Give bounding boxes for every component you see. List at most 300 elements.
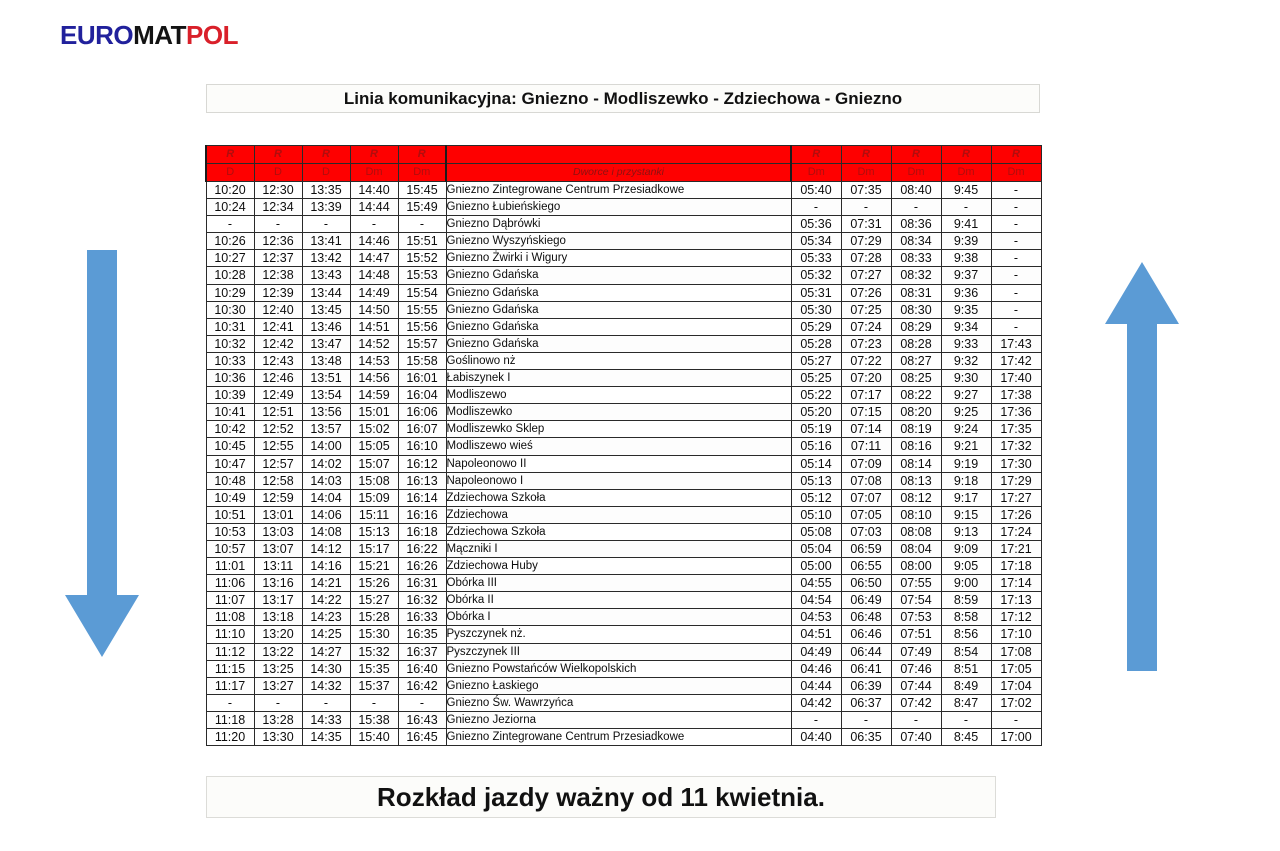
departure-time-cell: 11:20 — [206, 729, 254, 746]
departure-time-cell: 10:57 — [206, 540, 254, 557]
departure-time-cell: 16:40 — [398, 660, 446, 677]
departure-time-cell: 12:42 — [254, 335, 302, 352]
return-time-cell: 17:29 — [991, 472, 1041, 489]
return-time-cell: 17:13 — [991, 592, 1041, 609]
header-day-4: Dm — [350, 164, 398, 182]
return-time-cell: - — [991, 711, 1041, 728]
departure-time-cell: 16:22 — [398, 540, 446, 557]
stop-name-cell: Obórka II — [446, 592, 791, 609]
departure-time-cell: 11:06 — [206, 575, 254, 592]
departure-time-cell: 13:27 — [254, 677, 302, 694]
return-time-cell: 07:20 — [841, 370, 891, 387]
return-time-cell: 9:00 — [941, 575, 991, 592]
return-time-cell: 07:05 — [841, 506, 891, 523]
table-row — [206, 250, 1041, 267]
return-time-cell: 06:35 — [841, 729, 891, 746]
departure-time-cell: 13:03 — [254, 523, 302, 540]
return-time-cell: 8:58 — [941, 609, 991, 626]
departure-time-cell: 10:48 — [206, 472, 254, 489]
departure-time-cell: 14:04 — [302, 489, 350, 506]
departure-time-cell: 12:49 — [254, 387, 302, 404]
return-time-cell: 05:31 — [791, 284, 841, 301]
return-time-cell: 07:14 — [841, 421, 891, 438]
return-time-cell: 05:27 — [791, 352, 841, 369]
departure-time-cell: 16:06 — [398, 404, 446, 421]
table-row — [206, 694, 1041, 711]
table-row — [206, 421, 1041, 438]
stop-name-cell: Mączniki I — [446, 540, 791, 557]
departure-time-cell: 13:07 — [254, 540, 302, 557]
stop-name-cell: Gniezno Gdańska — [446, 335, 791, 352]
stop-name-cell: Zdziechowa Huby — [446, 558, 791, 575]
return-time-cell: 07:09 — [841, 455, 891, 472]
departure-time-cell: - — [254, 694, 302, 711]
return-time-cell: 06:41 — [841, 660, 891, 677]
table-row — [206, 558, 1041, 575]
departure-time-cell: 13:43 — [302, 267, 350, 284]
departure-time-cell: 10:31 — [206, 318, 254, 335]
return-time-cell: 06:37 — [841, 694, 891, 711]
header-r-2: R — [254, 146, 302, 164]
return-time-cell: 08:32 — [891, 267, 941, 284]
departure-time-cell: 10:47 — [206, 455, 254, 472]
table-row — [206, 352, 1041, 369]
departure-time-cell: 15:56 — [398, 318, 446, 335]
departure-time-cell: 10:24 — [206, 199, 254, 216]
timetable-body — [206, 182, 1041, 746]
departure-time-cell: 10:45 — [206, 438, 254, 455]
return-time-cell: 05:20 — [791, 404, 841, 421]
departure-time-cell: 15:11 — [350, 506, 398, 523]
header-day-1: D — [206, 164, 254, 182]
departure-time-cell: 15:37 — [350, 677, 398, 694]
return-time-cell: 04:51 — [791, 626, 841, 643]
return-time-cell: 07:28 — [841, 250, 891, 267]
departure-time-cell: 16:42 — [398, 677, 446, 694]
return-time-cell: - — [991, 233, 1041, 250]
departure-time-cell: 12:38 — [254, 267, 302, 284]
departure-time-cell: 12:30 — [254, 182, 302, 199]
stop-name-cell: Pyszczynek nż. — [446, 626, 791, 643]
return-time-cell: - — [941, 199, 991, 216]
return-time-cell: 17:27 — [991, 489, 1041, 506]
return-time-cell: 06:48 — [841, 609, 891, 626]
return-time-cell: - — [991, 318, 1041, 335]
departure-time-cell: 10:30 — [206, 301, 254, 318]
departure-time-cell: 12:51 — [254, 404, 302, 421]
header-day-8: Dm — [891, 164, 941, 182]
departure-time-cell: 13:54 — [302, 387, 350, 404]
stop-name-cell: Gniezno Św. Wawrzyńca — [446, 694, 791, 711]
return-time-cell: 08:10 — [891, 506, 941, 523]
return-time-cell: - — [791, 199, 841, 216]
stop-name-cell: Pyszczynek III — [446, 643, 791, 660]
return-time-cell: 9:09 — [941, 540, 991, 557]
departure-time-cell: 12:57 — [254, 455, 302, 472]
departure-time-cell: 15:01 — [350, 404, 398, 421]
departure-time-cell: 11:01 — [206, 558, 254, 575]
departure-time-cell: 10:51 — [206, 506, 254, 523]
table-row — [206, 660, 1041, 677]
table-row — [206, 182, 1041, 199]
return-time-cell: 08:19 — [891, 421, 941, 438]
departure-time-cell: 15:30 — [350, 626, 398, 643]
departure-time-cell: 14:00 — [302, 438, 350, 455]
departure-time-cell: 10:32 — [206, 335, 254, 352]
stop-name-cell: Gniezno Gdańska — [446, 301, 791, 318]
departure-time-cell: 12:37 — [254, 250, 302, 267]
return-time-cell: 08:20 — [891, 404, 941, 421]
return-time-cell: 07:42 — [891, 694, 941, 711]
departure-time-cell: 14:03 — [302, 472, 350, 489]
return-time-cell: 07:29 — [841, 233, 891, 250]
logo-part-euro: EURO — [60, 20, 134, 50]
stop-name-cell: Obórka III — [446, 575, 791, 592]
return-time-cell: 05:30 — [791, 301, 841, 318]
direction-arrow-up-icon — [1097, 256, 1187, 676]
departure-time-cell: - — [350, 216, 398, 233]
departure-time-cell: 14:50 — [350, 301, 398, 318]
table-row — [206, 318, 1041, 335]
header-r-3: R — [302, 146, 350, 164]
return-time-cell: 05:16 — [791, 438, 841, 455]
return-time-cell: 8:59 — [941, 592, 991, 609]
return-time-cell: - — [991, 267, 1041, 284]
return-time-cell: 04:55 — [791, 575, 841, 592]
departure-time-cell: 12:36 — [254, 233, 302, 250]
departure-time-cell: 13:35 — [302, 182, 350, 199]
header-r-8: R — [891, 146, 941, 164]
return-time-cell: 9:24 — [941, 421, 991, 438]
departure-time-cell: 14:35 — [302, 729, 350, 746]
return-time-cell: 08:40 — [891, 182, 941, 199]
departure-time-cell: 16:33 — [398, 609, 446, 626]
departure-time-cell: 16:32 — [398, 592, 446, 609]
table-row — [206, 233, 1041, 250]
return-time-cell: 07:51 — [891, 626, 941, 643]
departure-time-cell: 14:47 — [350, 250, 398, 267]
departure-time-cell: 10:53 — [206, 523, 254, 540]
return-time-cell: 17:43 — [991, 335, 1041, 352]
return-time-cell: 06:46 — [841, 626, 891, 643]
departure-time-cell: 13:11 — [254, 558, 302, 575]
departure-time-cell: 14:46 — [350, 233, 398, 250]
return-time-cell: 07:15 — [841, 404, 891, 421]
header-day-7: Dm — [841, 164, 891, 182]
return-time-cell: 9:39 — [941, 233, 991, 250]
stop-name-cell: Modliszewo wieś — [446, 438, 791, 455]
return-time-cell: 17:21 — [991, 540, 1041, 557]
stop-name-cell: Gniezno Powstańców Wielkopolskich — [446, 660, 791, 677]
return-time-cell: 07:49 — [891, 643, 941, 660]
departure-time-cell: 12:34 — [254, 199, 302, 216]
return-time-cell: 08:31 — [891, 284, 941, 301]
table-row — [206, 506, 1041, 523]
stop-name-cell: Gniezno Zintegrowane Centrum Przesiadkowe — [446, 182, 791, 199]
return-time-cell: 17:12 — [991, 609, 1041, 626]
table-row — [206, 199, 1041, 216]
return-time-cell: 07:46 — [891, 660, 941, 677]
table-row — [206, 523, 1041, 540]
return-time-cell: 08:33 — [891, 250, 941, 267]
return-time-cell: 17:32 — [991, 438, 1041, 455]
return-time-cell: 06:50 — [841, 575, 891, 592]
header-stops-blank — [446, 146, 791, 164]
departure-time-cell: 16:16 — [398, 506, 446, 523]
departure-time-cell: 13:16 — [254, 575, 302, 592]
return-time-cell: 9:33 — [941, 335, 991, 352]
departure-time-cell: 16:01 — [398, 370, 446, 387]
return-time-cell: 05:29 — [791, 318, 841, 335]
departure-time-cell: 14:23 — [302, 609, 350, 626]
table-row — [206, 335, 1041, 352]
departure-time-cell: 14:53 — [350, 352, 398, 369]
departure-time-cell: 14:33 — [302, 711, 350, 728]
return-time-cell: 17:40 — [991, 370, 1041, 387]
departure-time-cell: 13:46 — [302, 318, 350, 335]
table-row — [206, 387, 1041, 404]
return-time-cell: 9:25 — [941, 404, 991, 421]
return-time-cell: 17:05 — [991, 660, 1041, 677]
return-time-cell: 9:38 — [941, 250, 991, 267]
table-row — [206, 489, 1041, 506]
return-time-cell: 07:07 — [841, 489, 891, 506]
departure-time-cell: 14:27 — [302, 643, 350, 660]
header-row-day-code — [206, 164, 1041, 182]
departure-time-cell: - — [398, 694, 446, 711]
table-row — [206, 626, 1041, 643]
stop-name-cell: Gniezno Dąbrówki — [446, 216, 791, 233]
return-time-cell: - — [891, 711, 941, 728]
return-time-cell: - — [991, 182, 1041, 199]
departure-time-cell: 12:41 — [254, 318, 302, 335]
return-time-cell: 8:54 — [941, 643, 991, 660]
header-stops-label: Dworce i przystanki — [446, 164, 791, 182]
departure-time-cell: 15:13 — [350, 523, 398, 540]
return-time-cell: 08:12 — [891, 489, 941, 506]
departure-time-cell: 15:07 — [350, 455, 398, 472]
departure-time-cell: 14:40 — [350, 182, 398, 199]
return-time-cell: 06:55 — [841, 558, 891, 575]
departure-time-cell: - — [302, 694, 350, 711]
return-time-cell: 9:18 — [941, 472, 991, 489]
departure-time-cell: 14:49 — [350, 284, 398, 301]
return-time-cell: 05:33 — [791, 250, 841, 267]
return-time-cell: 05:28 — [791, 335, 841, 352]
departure-time-cell: 14:21 — [302, 575, 350, 592]
departure-time-cell: 15:49 — [398, 199, 446, 216]
return-time-cell: 07:35 — [841, 182, 891, 199]
return-time-cell: 05:22 — [791, 387, 841, 404]
return-time-cell: 05:13 — [791, 472, 841, 489]
timetable-container — [205, 145, 1040, 746]
logo-part-mat: MAT — [133, 20, 187, 50]
stop-name-cell: Napoleonowo I — [446, 472, 791, 489]
return-time-cell: 07:11 — [841, 438, 891, 455]
return-time-cell: 07:31 — [841, 216, 891, 233]
return-time-cell: 8:45 — [941, 729, 991, 746]
return-time-cell: 04:46 — [791, 660, 841, 677]
departure-time-cell: 13:30 — [254, 729, 302, 746]
return-time-cell: 17:42 — [991, 352, 1041, 369]
departure-time-cell: 16:45 — [398, 729, 446, 746]
table-row — [206, 267, 1041, 284]
return-time-cell: 17:04 — [991, 677, 1041, 694]
departure-time-cell: 15:28 — [350, 609, 398, 626]
stop-name-cell: Napoleonowo II — [446, 455, 791, 472]
departure-time-cell: 15:09 — [350, 489, 398, 506]
departure-time-cell: 12:58 — [254, 472, 302, 489]
timetable-header — [206, 146, 1041, 182]
departure-time-cell: 15:02 — [350, 421, 398, 438]
departure-time-cell: 10:42 — [206, 421, 254, 438]
departure-time-cell: 13:42 — [302, 250, 350, 267]
departure-time-cell: 15:17 — [350, 540, 398, 557]
return-time-cell: 04:44 — [791, 677, 841, 694]
departure-time-cell: 13:25 — [254, 660, 302, 677]
return-time-cell: 9:37 — [941, 267, 991, 284]
return-time-cell: 9:32 — [941, 352, 991, 369]
return-time-cell: 08:14 — [891, 455, 941, 472]
departure-time-cell: 15:27 — [350, 592, 398, 609]
stop-name-cell: Gniezno Gdańska — [446, 267, 791, 284]
return-time-cell: 08:16 — [891, 438, 941, 455]
table-row — [206, 216, 1041, 233]
departure-time-cell: 16:10 — [398, 438, 446, 455]
return-time-cell: 9:17 — [941, 489, 991, 506]
return-time-cell: 07:25 — [841, 301, 891, 318]
return-time-cell: 05:32 — [791, 267, 841, 284]
departure-time-cell: 13:18 — [254, 609, 302, 626]
departure-time-cell: 12:39 — [254, 284, 302, 301]
table-row — [206, 711, 1041, 728]
stop-name-cell: Obórka I — [446, 609, 791, 626]
return-time-cell: 05:12 — [791, 489, 841, 506]
departure-time-cell: 16:26 — [398, 558, 446, 575]
table-row — [206, 729, 1041, 746]
departure-time-cell: 15:55 — [398, 301, 446, 318]
return-time-cell: 05:10 — [791, 506, 841, 523]
return-time-cell: 05:14 — [791, 455, 841, 472]
departure-time-cell: 15:08 — [350, 472, 398, 489]
departure-time-cell: 14:51 — [350, 318, 398, 335]
stop-name-cell: Łabiszynek I — [446, 370, 791, 387]
return-time-cell: 9:45 — [941, 182, 991, 199]
return-time-cell: 07:03 — [841, 523, 891, 540]
departure-time-cell: 14:56 — [350, 370, 398, 387]
return-time-cell: - — [841, 199, 891, 216]
departure-time-cell: 15:35 — [350, 660, 398, 677]
departure-time-cell: 16:13 — [398, 472, 446, 489]
line-title-text: Linia komunikacyjna: Gniezno - Modliszewko - Zdziechowa - Gniezno — [343, 88, 903, 108]
header-day-3: D — [302, 164, 350, 182]
return-time-cell: 08:27 — [891, 352, 941, 369]
departure-time-cell: 16:35 — [398, 626, 446, 643]
return-time-cell: 07:17 — [841, 387, 891, 404]
departure-time-cell: 10:29 — [206, 284, 254, 301]
departure-time-cell: 14:59 — [350, 387, 398, 404]
table-row — [206, 370, 1041, 387]
departure-time-cell: 15:26 — [350, 575, 398, 592]
table-row — [206, 609, 1041, 626]
departure-time-cell: 15:57 — [398, 335, 446, 352]
departure-time-cell: 16:37 — [398, 643, 446, 660]
return-time-cell: - — [991, 199, 1041, 216]
return-time-cell: 08:29 — [891, 318, 941, 335]
return-time-cell: 07:55 — [891, 575, 941, 592]
header-day-5: Dm — [398, 164, 446, 182]
return-time-cell: - — [991, 216, 1041, 233]
return-time-cell: 06:39 — [841, 677, 891, 694]
departure-time-cell: 11:12 — [206, 643, 254, 660]
return-time-cell: 9:05 — [941, 558, 991, 575]
return-time-cell: 17:24 — [991, 523, 1041, 540]
return-time-cell: 05:00 — [791, 558, 841, 575]
departure-time-cell: 14:44 — [350, 199, 398, 216]
departure-time-cell: 10:20 — [206, 182, 254, 199]
return-time-cell: 8:56 — [941, 626, 991, 643]
return-time-cell: 9:13 — [941, 523, 991, 540]
departure-time-cell: 16:07 — [398, 421, 446, 438]
return-time-cell: 9:27 — [941, 387, 991, 404]
departure-time-cell: 10:49 — [206, 489, 254, 506]
return-time-cell: 08:36 — [891, 216, 941, 233]
departure-time-cell: 16:18 — [398, 523, 446, 540]
departure-time-cell: 10:36 — [206, 370, 254, 387]
departure-time-cell: 13:57 — [302, 421, 350, 438]
departure-time-cell: 16:04 — [398, 387, 446, 404]
return-time-cell: 08:28 — [891, 335, 941, 352]
return-time-cell: 07:54 — [891, 592, 941, 609]
return-time-cell: 06:44 — [841, 643, 891, 660]
departure-time-cell: 11:08 — [206, 609, 254, 626]
return-time-cell: 9:34 — [941, 318, 991, 335]
departure-time-cell: - — [350, 694, 398, 711]
return-time-cell: 06:59 — [841, 540, 891, 557]
stop-name-cell: Modliszewko — [446, 404, 791, 421]
departure-time-cell: 15:54 — [398, 284, 446, 301]
return-time-cell: 9:30 — [941, 370, 991, 387]
stop-name-cell: Zdziechowa Szkoła — [446, 523, 791, 540]
departure-time-cell: 10:27 — [206, 250, 254, 267]
return-time-cell: - — [791, 711, 841, 728]
departure-time-cell: 13:45 — [302, 301, 350, 318]
departure-time-cell: 10:39 — [206, 387, 254, 404]
return-time-cell: - — [991, 284, 1041, 301]
departure-time-cell: 15:38 — [350, 711, 398, 728]
return-time-cell: 05:04 — [791, 540, 841, 557]
return-time-cell: - — [991, 250, 1041, 267]
return-time-cell: 08:25 — [891, 370, 941, 387]
header-row-service-type — [206, 146, 1041, 164]
header-r-10: R — [991, 146, 1041, 164]
validity-notice-banner — [206, 776, 996, 818]
return-time-cell: 07:44 — [891, 677, 941, 694]
return-time-cell: 04:53 — [791, 609, 841, 626]
departure-time-cell: 13:01 — [254, 506, 302, 523]
departure-time-cell: 15:58 — [398, 352, 446, 369]
stop-name-cell: Gniezno Łubieńskiego — [446, 199, 791, 216]
logo-part-pol: POL — [186, 20, 238, 50]
departure-time-cell: 16:31 — [398, 575, 446, 592]
table-row — [206, 455, 1041, 472]
departure-time-cell: 12:59 — [254, 489, 302, 506]
departure-time-cell: 13:56 — [302, 404, 350, 421]
departure-time-cell: 16:12 — [398, 455, 446, 472]
return-time-cell: 05:34 — [791, 233, 841, 250]
return-time-cell: 9:21 — [941, 438, 991, 455]
departure-time-cell: - — [206, 694, 254, 711]
